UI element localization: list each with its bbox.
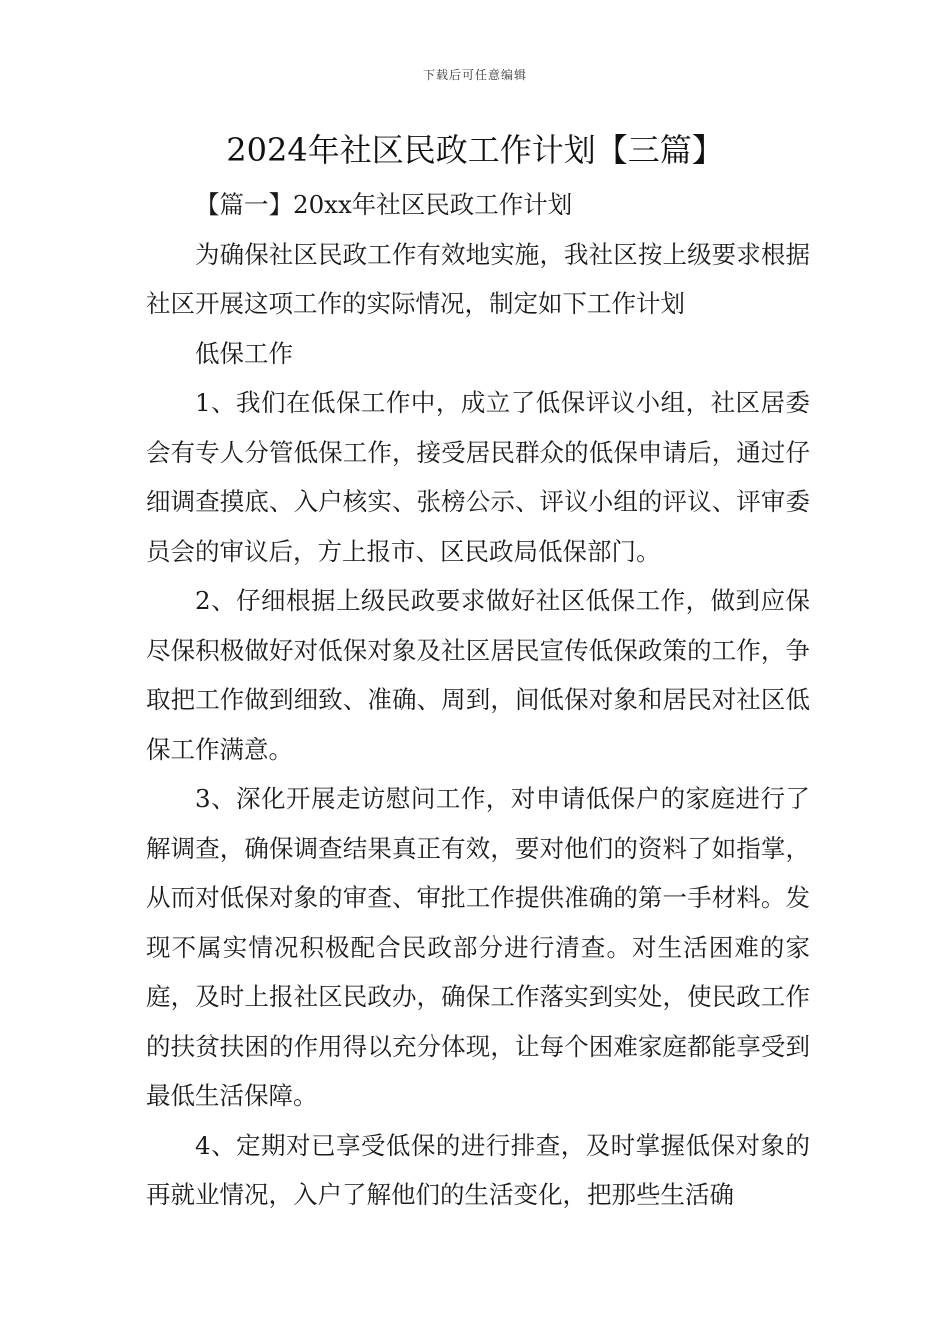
document-title: 2024年社区民政工作计划【三篇】: [226, 131, 724, 169]
paragraph-intro: 为确保社区民政工作有效地实施，我社区按上级要求根据社区开展这项工作的实际情况，制定如下工作计划: [146, 239, 810, 318]
subheading-low-income: 低保工作: [195, 338, 293, 368]
paragraph-item-1: 1、我们在低保工作中，成立了低保评议小组，社区居委会有专人分管低保工作，接受居民群众的低保申请后，通过仔细调查摸底、入户核实、张榜公示、评议小组的评议、评审委员会的审议后，方上报市、区民政局低保部门。: [146, 388, 810, 566]
paragraph-item-3: 3、深化开展走访慰问工作，对申请低保户的家庭进行了解调查，确保调查结果真正有效，要对他们的资料了如指掌，从而对低保对象的审查、审批工作提供准确的第一手材料。发现不属实情况积极配合民政部分进行清查。对生活困难的家庭，及时上报社区民政办，确保工作落实到实处，使民政工作的扶贫扶困的作用得以充分体现，让每个困难家庭都能享受到最低生活保障。: [146, 784, 810, 1110]
document-body: [146, 180, 810, 1220]
header-note: 下载后可任意编辑: [422, 68, 527, 82]
section-heading: 【篇一】20xx年社区民政工作计划: [195, 190, 573, 219]
paragraph-item-4: 4、定期对已享受低保的进行排查，及时掌握低保对象的再就业情况，入户了解他们的生活变化，把那些生活确: [146, 1130, 810, 1209]
paragraph-item-2: 2、仔细根据上级民政要求做好社区低保工作，做到应保尽保积极做好对低保对象及社区居民宣传低保政策的工作，争取把工作做到细致、准确、周到，间低保对象和居民对社区低保工作满意。: [146, 586, 810, 764]
